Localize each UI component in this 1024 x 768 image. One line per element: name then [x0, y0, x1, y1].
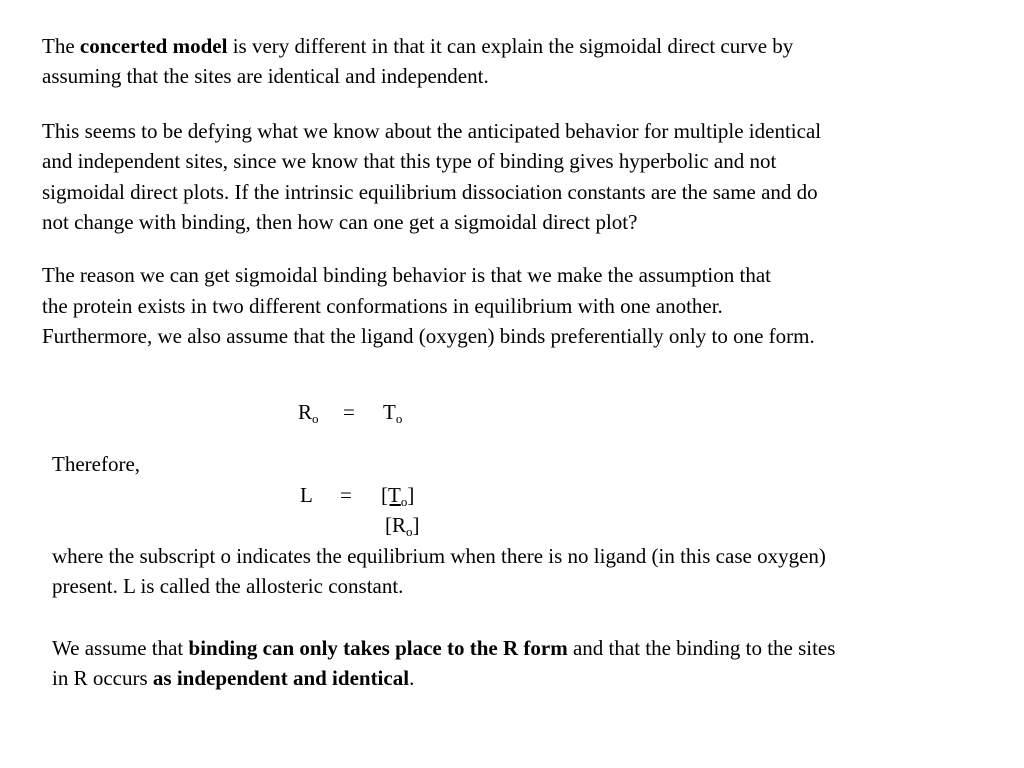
eq1-left-subscript: o — [312, 411, 319, 426]
bold-independent-identical: as independent and identical — [152, 666, 410, 690]
eq1-equals-sign: = — [343, 400, 355, 424]
text: and that the binding to the sites — [567, 636, 836, 660]
eq2-denominator-open: [R — [385, 513, 406, 537]
paragraph-3-line-1: The reason we can get sigmoidal binding behavior is that we make the assumption that — [42, 263, 771, 287]
text: We assume that — [52, 636, 189, 660]
equation-ro-equals-to — [298, 397, 319, 427]
eq1-right-term — [383, 397, 402, 427]
text: is very different in that it can explain the sigmoidal direct curve by — [227, 34, 794, 58]
therefore-label: Therefore, — [52, 452, 141, 476]
eq2-left: L — [300, 483, 313, 507]
paragraph-3-line-3: Furthermore, we also assume that the ligand (oxygen) binds preferentially only to one form. — [42, 324, 815, 348]
eq2-numerator — [381, 480, 414, 510]
paragraph-2-line-3: sigmoidal direct plots. If the intrinsic equilibrium dissociation constants are the same and do — [42, 180, 818, 204]
bold-binding-r-form: binding can only takes place to the R form — [188, 636, 568, 660]
paragraph-5-line-1 — [52, 633, 835, 663]
eq2-denominator — [385, 510, 420, 540]
paragraph-2-line-2: and independent sites, since we know that this type of binding gives hyperbolic and not — [42, 149, 777, 173]
paragraph-4-line-1: where the subscript o indicates the equilibrium when there is no ligand (in this case oxygen) — [52, 544, 826, 568]
text: in R occurs — [52, 666, 153, 690]
paragraph-1-line-1 — [42, 31, 793, 61]
paragraph-3-line-2: the protein exists in two different conformations in equilibrium with one another. — [42, 294, 723, 318]
paragraph-4-line-2: present. L is called the allosteric constant. — [52, 574, 404, 598]
eq1-right-subscript: o — [395, 411, 403, 426]
paragraph-2-line-1: This seems to be defying what we know about the anticipated behavior for multiple identical — [42, 119, 822, 143]
paragraph-1-line-2: assuming that the sites are identical and independent. — [42, 64, 489, 88]
eq2-numerator-close: ] — [407, 483, 415, 507]
eq2-denominator-close: ] — [412, 513, 420, 537]
text: The — [42, 34, 80, 58]
text: . — [409, 666, 415, 690]
eq2-denominator-subscript: o — [406, 524, 413, 539]
eq2-numerator-open: [T — [381, 483, 401, 507]
eq1-left: R — [298, 400, 313, 424]
eq2-numerator-subscript: o — [400, 494, 408, 509]
eq1-right: T — [383, 400, 396, 424]
paragraph-2-line-4: not change with binding, then how can one get a sigmoidal direct plot? — [42, 210, 638, 234]
bold-term-concerted-model: concerted model — [79, 34, 228, 58]
paragraph-5-line-2 — [52, 663, 414, 693]
eq2-equals-sign: = — [340, 483, 352, 507]
